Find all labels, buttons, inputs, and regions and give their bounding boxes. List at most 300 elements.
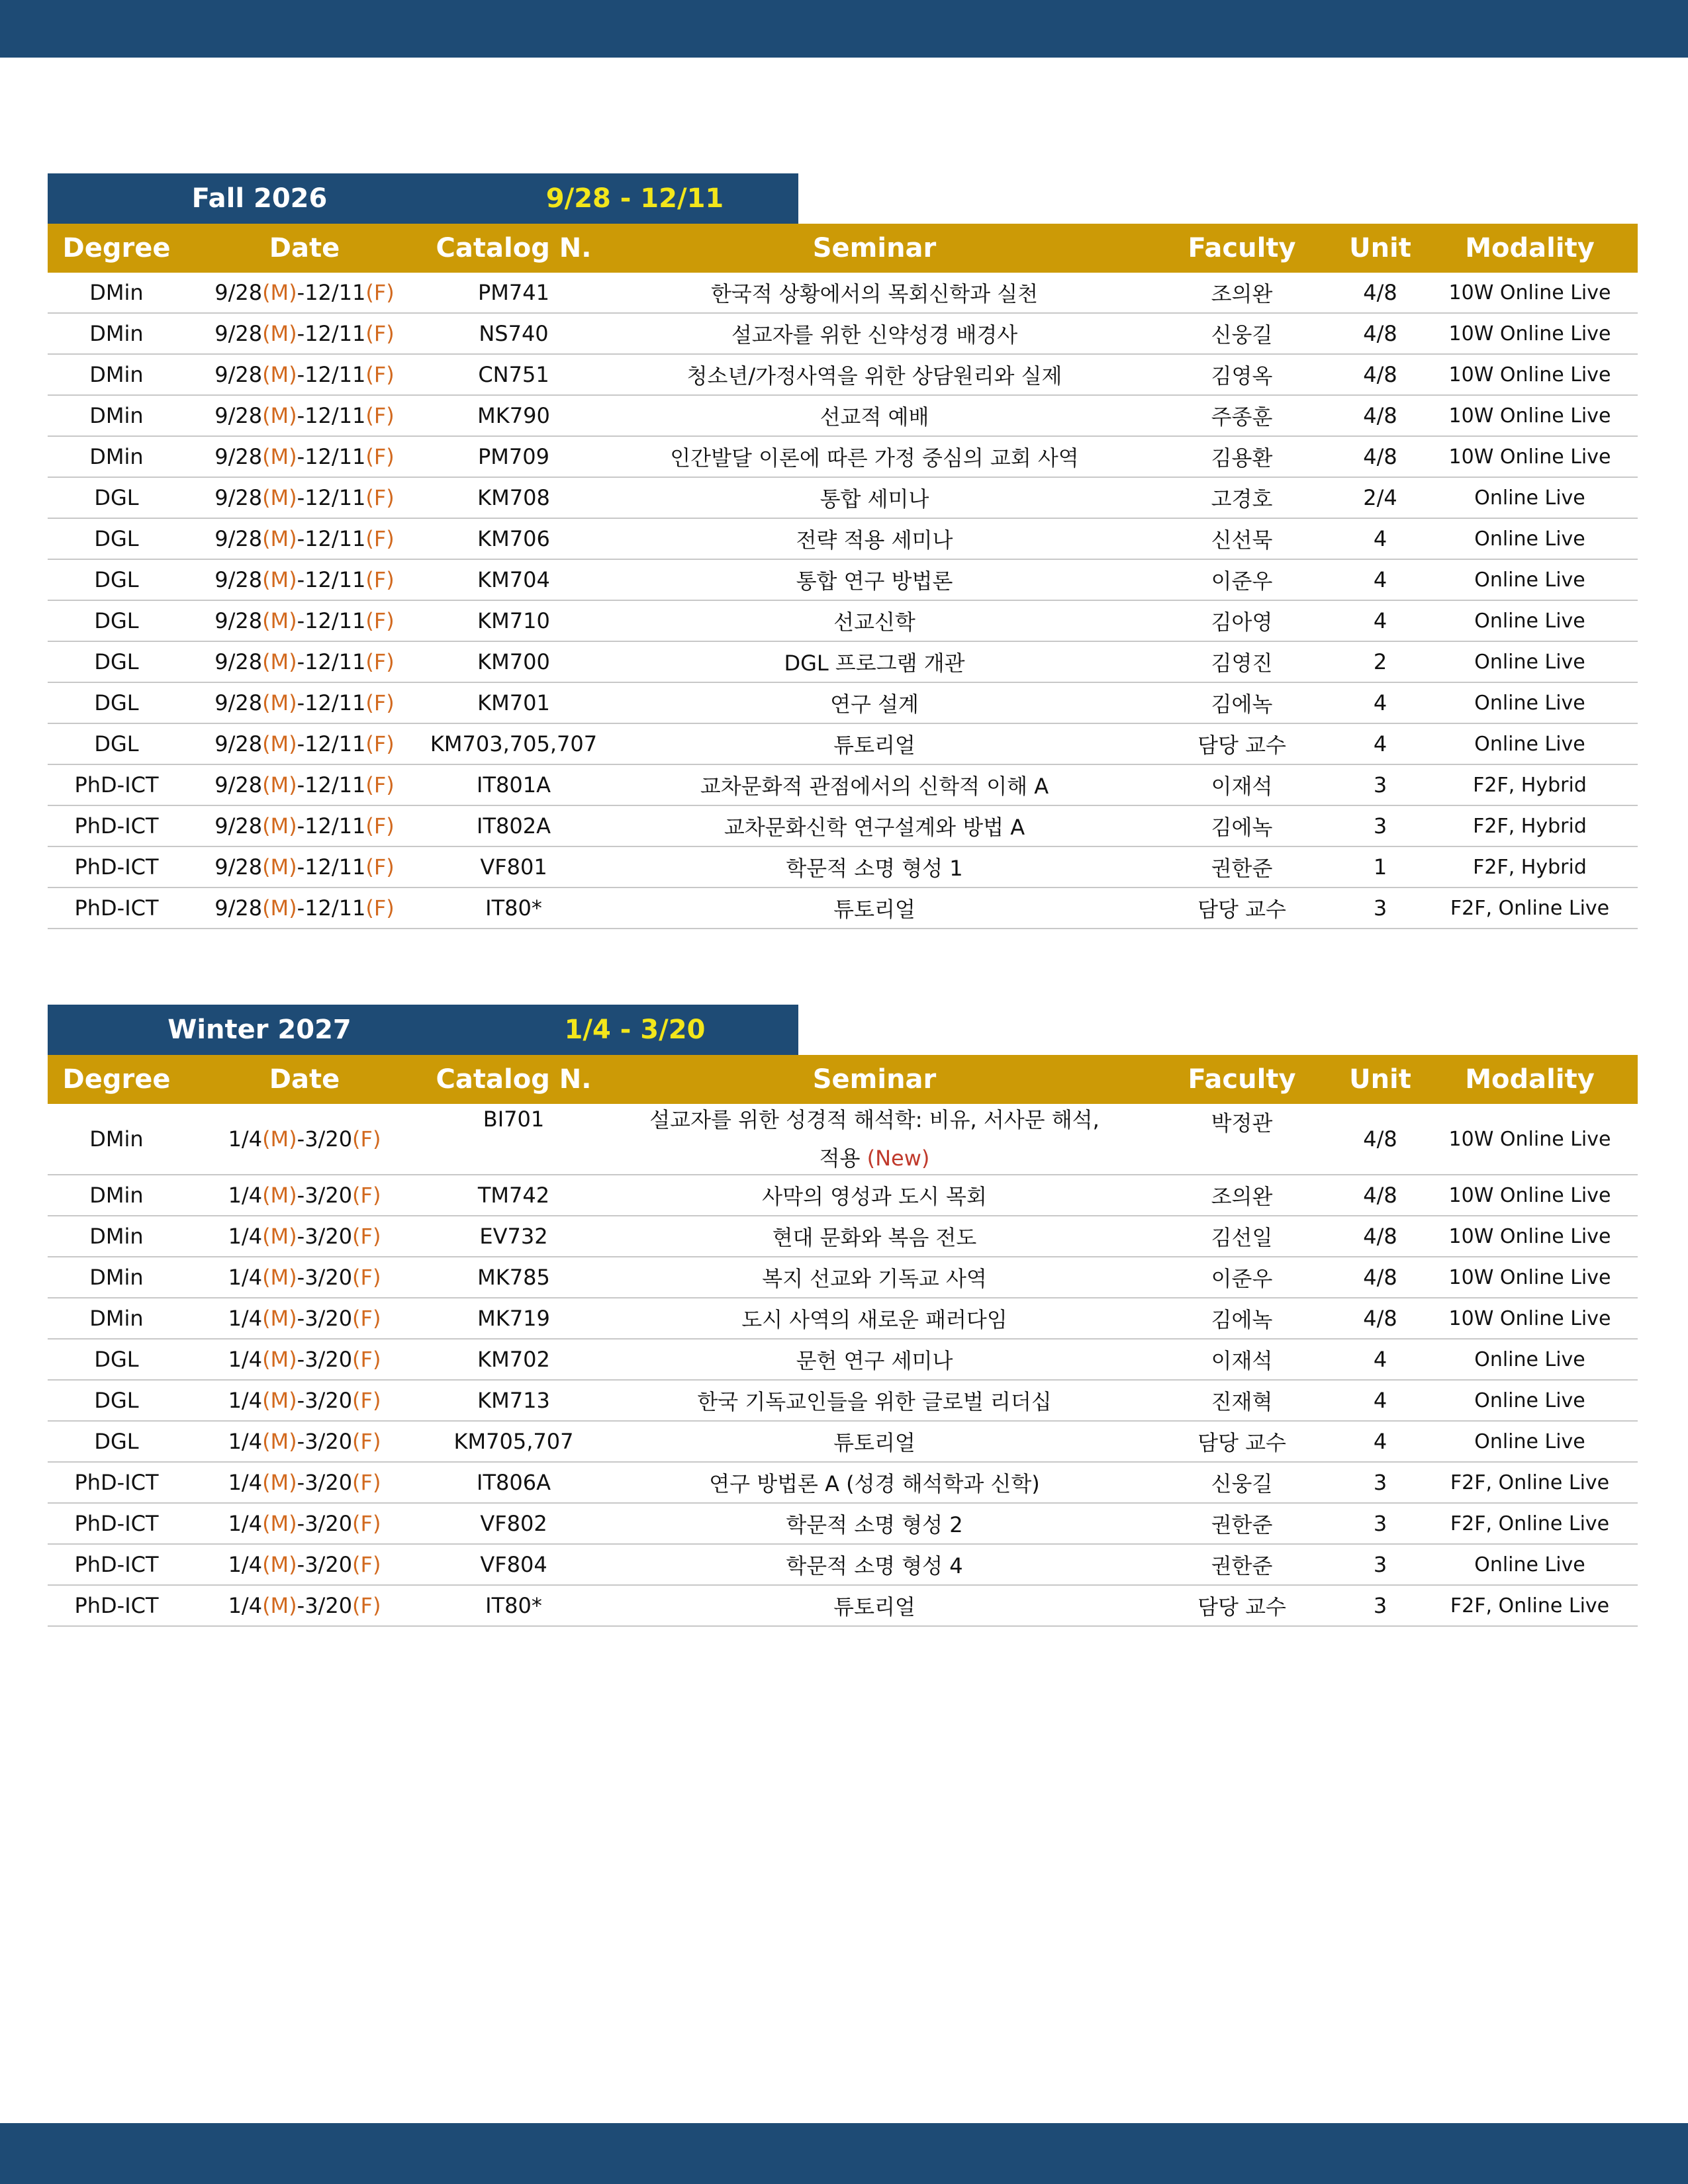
seminar-line-1: 설교자를 위한 성경적 해석학: 비유, 서사문 해석,	[649, 1107, 1100, 1132]
date-end-day: (F)	[352, 1126, 381, 1152]
date-end-day: (F)	[365, 526, 395, 551]
table-row	[48, 560, 1638, 601]
unit-cell: 2/4	[1363, 485, 1397, 510]
date-start: 1/4	[228, 1593, 263, 1618]
catalog-cell: IT80*	[485, 1593, 542, 1618]
catalog-cell: KM702	[477, 1347, 550, 1372]
catalog-cell: IT801A	[477, 772, 551, 797]
seminar-line-2	[820, 1139, 930, 1177]
date-cell	[185, 273, 424, 312]
date-end: -3/20	[297, 1306, 353, 1331]
date-end-day: (F)	[365, 567, 395, 592]
date-start-day: (M)	[262, 649, 297, 674]
degree-cell: DGL	[94, 1347, 139, 1372]
catalog-cell: TM742	[477, 1183, 550, 1208]
modality-cell: 10W Online Live	[1448, 281, 1611, 304]
date-cell	[185, 519, 424, 559]
modality-cell: 10W Online Live	[1448, 1224, 1611, 1248]
date-start: 1/4	[228, 1511, 263, 1536]
modality-cell: Online Live	[1474, 486, 1585, 510]
date-start-day: (M)	[262, 444, 297, 469]
faculty-cell: 권한준	[1211, 856, 1273, 881]
date-cell	[185, 765, 424, 805]
date-end-day: (F)	[365, 895, 395, 921]
seminar-cell: 튜토리얼	[833, 1594, 915, 1619]
date-end: -12/11	[297, 690, 366, 715]
date-cell	[185, 1175, 424, 1215]
faculty-cell: 박정관	[1211, 1111, 1273, 1136]
catalog-cell: MK785	[477, 1265, 550, 1290]
fall-term-dates: 9/28 - 12/11	[545, 183, 724, 214]
date-end-day: (F)	[352, 1552, 381, 1577]
seminar-cell: 한국 기독교인들을 위한 글로벌 리더십	[697, 1389, 1052, 1414]
unit-cell: 4/8	[1363, 1224, 1397, 1249]
date-end-day: (F)	[365, 854, 395, 880]
date-cell	[185, 1298, 424, 1338]
table-row	[48, 1104, 1638, 1175]
date-end-day: (F)	[365, 608, 395, 633]
date-end: -12/11	[297, 362, 366, 387]
unit-cell: 3	[1373, 895, 1387, 921]
column-degree: Degree	[62, 1064, 171, 1095]
faculty-cell: 김영옥	[1211, 363, 1273, 388]
date-start-day: (M)	[262, 1470, 297, 1495]
modality-cell: 10W Online Live	[1448, 1127, 1611, 1151]
date-end-day: (F)	[365, 813, 395, 839]
modality-cell: Online Live	[1474, 691, 1585, 715]
modality-cell: 10W Online Live	[1448, 404, 1611, 428]
seminar-cell: 사막의 영성과 도시 목회	[762, 1184, 987, 1209]
date-cell	[185, 560, 424, 600]
modality-cell: F2F, Online Live	[1450, 1471, 1610, 1494]
date-end-day: (F)	[352, 1306, 381, 1331]
date-start: 1/4	[228, 1347, 263, 1372]
seminar-cell: 문헌 연구 세미나	[796, 1348, 953, 1373]
unit-cell: 3	[1373, 1593, 1387, 1618]
modality-cell: Online Live	[1474, 650, 1585, 674]
seminar-cell: 현대 문화와 복음 전도	[772, 1225, 977, 1250]
column-modality: Modality	[1465, 1064, 1595, 1095]
table-row	[48, 1422, 1638, 1463]
degree-cell: DGL	[94, 731, 139, 756]
catalog-cell: KM705,707	[453, 1429, 574, 1454]
date-cell	[185, 1463, 424, 1502]
catalog-cell: BI701	[483, 1107, 545, 1132]
unit-cell: 2	[1373, 649, 1387, 674]
table-row	[48, 1381, 1638, 1422]
date-cell	[185, 314, 424, 353]
date-start-day: (M)	[262, 608, 297, 633]
date-end: -12/11	[297, 321, 366, 346]
table-row	[48, 478, 1638, 519]
degree-cell: DMin	[89, 1224, 144, 1249]
catalog-cell: EV732	[479, 1224, 548, 1249]
faculty-cell: 고경호	[1211, 486, 1273, 512]
date-start-day: (M)	[262, 280, 297, 305]
table-row	[48, 273, 1638, 314]
date-cell	[185, 601, 424, 641]
column-date: Date	[269, 1064, 340, 1095]
faculty-cell: 담당 교수	[1197, 1594, 1286, 1619]
date-start: 1/4	[228, 1265, 263, 1290]
date-end: -3/20	[297, 1224, 353, 1249]
date-start: 9/28	[214, 772, 263, 797]
catalog-cell: VF801	[480, 854, 547, 880]
catalog-cell: NS740	[479, 321, 549, 346]
date-start: 9/28	[214, 362, 263, 387]
table-row	[48, 601, 1638, 642]
date-start-day: (M)	[262, 485, 297, 510]
date-start: 1/4	[228, 1306, 263, 1331]
date-cell	[185, 1216, 424, 1256]
date-end: -12/11	[297, 608, 366, 633]
modality-cell: F2F, Hybrid	[1473, 814, 1587, 838]
date-end-day: (F)	[365, 444, 395, 469]
faculty-cell: 신선묵	[1211, 527, 1273, 553]
date-start-day: (M)	[262, 813, 297, 839]
date-end-day: (F)	[365, 403, 395, 428]
faculty-cell: 진재혁	[1211, 1389, 1273, 1414]
date-start-day: (M)	[262, 854, 297, 880]
date-start: 9/28	[214, 731, 263, 756]
faculty-cell: 김아영	[1211, 610, 1273, 635]
date-cell	[185, 355, 424, 394]
date-cell	[185, 396, 424, 435]
table-row	[48, 1504, 1638, 1545]
degree-cell: PhD-ICT	[74, 772, 159, 797]
modality-cell: Online Live	[1474, 1430, 1585, 1453]
faculty-cell: 김에녹	[1211, 692, 1273, 717]
catalog-cell: MK719	[477, 1306, 550, 1331]
degree-cell: PhD-ICT	[74, 1552, 159, 1577]
date-start-day: (M)	[262, 731, 297, 756]
unit-cell: 4	[1373, 690, 1387, 715]
seminar-cell: 한국적 상황에서의 목회신학과 실천	[710, 281, 1039, 306]
date-end-day: (F)	[352, 1265, 381, 1290]
date-start: 1/4	[228, 1552, 263, 1577]
degree-cell: DMin	[89, 280, 144, 305]
date-end-day: (F)	[352, 1429, 381, 1454]
date-end-day: (F)	[365, 690, 395, 715]
date-start-day: (M)	[262, 362, 297, 387]
date-start: 1/4	[228, 1429, 263, 1454]
seminar-cell: DGL 프로그램 개관	[784, 651, 965, 676]
date-start-day: (M)	[262, 1347, 297, 1372]
date-end-day: (F)	[352, 1388, 381, 1413]
faculty-cell: 조의완	[1211, 1184, 1273, 1209]
unit-cell: 4/8	[1363, 444, 1397, 469]
winter-column-header	[48, 1055, 1638, 1104]
seminar-cell: 도시 사역의 새로운 패러다임	[741, 1307, 1008, 1332]
seminar-cell: 인간발달 이론에 따른 가정 중심의 교회 사역	[670, 445, 1079, 471]
degree-cell: PhD-ICT	[74, 895, 159, 921]
degree-cell: DGL	[94, 485, 139, 510]
table-row	[48, 683, 1638, 724]
date-start: 9/28	[214, 280, 263, 305]
faculty-cell: 김영진	[1211, 651, 1273, 676]
faculty-cell: 담당 교수	[1197, 1430, 1286, 1455]
date-end-day: (F)	[352, 1470, 381, 1495]
table-row	[48, 806, 1638, 847]
catalog-cell: MK790	[477, 403, 550, 428]
winter-term-name: Winter 2027	[167, 1015, 352, 1045]
catalog-cell: IT80*	[485, 895, 542, 921]
degree-cell: PhD-ICT	[74, 1470, 159, 1495]
date-end-day: (F)	[352, 1347, 381, 1372]
date-start: 1/4	[228, 1183, 263, 1208]
date-cell	[185, 478, 424, 518]
seminar-cell: 교차문화적 관점에서의 신학적 이해 A	[700, 774, 1049, 799]
seminar-cell: 복지 선교와 기독교 사역	[762, 1266, 987, 1291]
date-start: 1/4	[228, 1224, 263, 1249]
date-end-day: (F)	[365, 280, 395, 305]
date-start: 9/28	[214, 690, 263, 715]
fall-course-table	[48, 273, 1638, 929]
date-end-day: (F)	[365, 362, 395, 387]
column-seminar: Seminar	[812, 1064, 937, 1095]
column-catalog: Catalog N.	[436, 1064, 592, 1095]
fall-term-name: Fall 2026	[191, 183, 328, 214]
degree-cell: DMin	[89, 1126, 144, 1152]
date-end-day: (F)	[365, 772, 395, 797]
table-row	[48, 1340, 1638, 1381]
faculty-cell: 조의완	[1211, 281, 1273, 306]
date-cell	[185, 847, 424, 887]
modality-cell: 10W Online Live	[1448, 363, 1611, 387]
unit-cell: 3	[1373, 772, 1387, 797]
date-end: -3/20	[297, 1470, 353, 1495]
date-end-day: (F)	[352, 1224, 381, 1249]
date-end-day: (F)	[352, 1183, 381, 1208]
unit-cell: 4	[1373, 1388, 1387, 1413]
catalog-cell: PM709	[478, 444, 549, 469]
unit-cell: 4/8	[1363, 1265, 1397, 1290]
unit-cell: 4	[1373, 1347, 1387, 1372]
catalog-cell: KM713	[477, 1388, 550, 1413]
modality-cell: Online Live	[1474, 568, 1585, 592]
catalog-cell: VF802	[480, 1511, 547, 1536]
column-modality: Modality	[1465, 233, 1595, 263]
unit-cell: 4/8	[1363, 362, 1397, 387]
table-row	[48, 1216, 1638, 1257]
date-end-day: (F)	[365, 649, 395, 674]
faculty-cell: 신웅길	[1211, 322, 1273, 347]
modality-cell: Online Live	[1474, 1388, 1585, 1412]
column-unit: Unit	[1349, 233, 1411, 263]
degree-cell: DGL	[94, 690, 139, 715]
date-cell	[185, 1586, 424, 1625]
seminar-cell: 학문적 소명 형성 1	[786, 856, 963, 881]
unit-cell: 3	[1373, 1511, 1387, 1536]
faculty-cell: 이재석	[1211, 1348, 1273, 1373]
unit-cell: 4/8	[1363, 321, 1397, 346]
date-start-day: (M)	[262, 690, 297, 715]
date-cell	[185, 1504, 424, 1543]
modality-cell: F2F, Hybrid	[1473, 773, 1587, 797]
faculty-cell: 김선일	[1211, 1225, 1273, 1250]
degree-cell: DGL	[94, 567, 139, 592]
date-start: 9/28	[214, 813, 263, 839]
seminar-cell: 학문적 소명 형성 4	[786, 1553, 963, 1578]
date-end: -3/20	[297, 1265, 353, 1290]
faculty-cell: 권한준	[1211, 1553, 1273, 1578]
date-end: -12/11	[297, 772, 366, 797]
degree-cell: DMin	[89, 403, 144, 428]
seminar-cell: 선교신학	[833, 610, 915, 635]
date-start: 9/28	[214, 444, 263, 469]
winter-term-section	[48, 1005, 1638, 1627]
date-end: -12/11	[297, 403, 366, 428]
date-cell	[185, 1257, 424, 1297]
column-degree: Degree	[62, 233, 171, 263]
date-end: -3/20	[297, 1388, 353, 1413]
date-cell	[185, 1381, 424, 1420]
table-row	[48, 724, 1638, 765]
unit-cell: 4	[1373, 731, 1387, 756]
table-row	[48, 437, 1638, 478]
unit-cell: 4/8	[1363, 1126, 1397, 1152]
modality-cell: F2F, Hybrid	[1473, 855, 1587, 879]
degree-cell: DMin	[89, 1306, 144, 1331]
column-seminar: Seminar	[812, 233, 937, 263]
degree-cell: PhD-ICT	[74, 1511, 159, 1536]
date-cell	[185, 1104, 424, 1174]
seminar-cell: 통합 세미나	[820, 486, 929, 512]
modality-cell: F2F, Online Live	[1450, 896, 1610, 920]
top-band	[0, 0, 1688, 58]
date-start-day: (M)	[262, 1552, 297, 1577]
degree-cell: DGL	[94, 649, 139, 674]
date-end: -3/20	[297, 1183, 353, 1208]
date-start-day: (M)	[262, 772, 297, 797]
date-end: -12/11	[297, 731, 366, 756]
winter-term-header	[48, 1005, 798, 1055]
date-end-day: (F)	[352, 1511, 381, 1536]
date-cell	[185, 724, 424, 764]
date-end-day: (F)	[352, 1593, 381, 1618]
fall-term-header	[48, 173, 798, 224]
faculty-cell: 주종훈	[1211, 404, 1273, 430]
faculty-cell: 김에녹	[1211, 815, 1273, 840]
faculty-cell: 신웅길	[1211, 1471, 1273, 1496]
modality-cell: F2F, Online Live	[1450, 1512, 1610, 1535]
seminar-cell: 청소년/가정사역을 위한 상담원리와 실제	[686, 363, 1062, 388]
date-start: 9/28	[214, 567, 263, 592]
date-end: -3/20	[297, 1511, 353, 1536]
degree-cell: PhD-ICT	[74, 1593, 159, 1618]
catalog-cell: KM700	[477, 649, 550, 674]
faculty-cell: 이준우	[1211, 1266, 1273, 1291]
catalog-cell: VF804	[480, 1552, 547, 1577]
date-start-day: (M)	[262, 895, 297, 921]
date-start-day: (M)	[262, 1593, 297, 1618]
fall-column-header	[48, 224, 1638, 273]
date-start: 9/28	[214, 649, 263, 674]
table-row	[48, 1257, 1638, 1298]
column-unit: Unit	[1349, 1064, 1411, 1095]
table-row	[48, 519, 1638, 560]
degree-cell: DMin	[89, 321, 144, 346]
table-row	[48, 888, 1638, 929]
date-start-day: (M)	[262, 1306, 297, 1331]
catalog-cell: KM704	[477, 567, 550, 592]
table-row	[48, 847, 1638, 888]
modality-cell: Online Live	[1474, 732, 1585, 756]
bottom-band	[0, 2123, 1688, 2184]
seminar-cell: 통합 연구 방법론	[796, 569, 953, 594]
date-start: 9/28	[214, 895, 263, 921]
catalog-cell: KM708	[477, 485, 550, 510]
column-faculty: Faculty	[1188, 233, 1296, 263]
date-cell	[185, 683, 424, 723]
date-end: -12/11	[297, 649, 366, 674]
unit-cell: 4/8	[1363, 1183, 1397, 1208]
date-end-day: (F)	[365, 321, 395, 346]
date-start: 9/28	[214, 403, 263, 428]
table-row	[48, 1586, 1638, 1627]
date-start-day: (M)	[262, 1265, 297, 1290]
catalog-cell: KM701	[477, 690, 550, 715]
catalog-cell: IT806A	[477, 1470, 551, 1495]
seminar-cell: 튜토리얼	[833, 733, 915, 758]
catalog-cell: KM710	[477, 608, 550, 633]
date-start: 9/28	[214, 608, 263, 633]
date-end: -3/20	[297, 1126, 353, 1152]
catalog-cell: CN751	[478, 362, 549, 387]
date-start-day: (M)	[262, 1224, 297, 1249]
degree-cell: DMin	[89, 444, 144, 469]
date-end: -12/11	[297, 485, 366, 510]
catalog-cell: KM703,705,707	[430, 731, 598, 756]
table-row	[48, 355, 1638, 396]
date-cell	[185, 888, 424, 928]
unit-cell: 4/8	[1363, 403, 1397, 428]
table-row	[48, 1463, 1638, 1504]
faculty-cell: 김에녹	[1211, 1307, 1273, 1332]
unit-cell: 4	[1373, 608, 1387, 633]
date-start: 9/28	[214, 485, 263, 510]
date-cell	[185, 642, 424, 682]
date-end: -12/11	[297, 813, 366, 839]
date-end: -12/11	[297, 567, 366, 592]
date-cell	[185, 1545, 424, 1584]
date-start-day: (M)	[262, 526, 297, 551]
column-catalog: Catalog N.	[436, 233, 592, 263]
seminar-cell: 교차문화신학 연구설계와 방법 A	[724, 815, 1025, 840]
date-cell	[185, 437, 424, 477]
date-end: -12/11	[297, 854, 366, 880]
table-row	[48, 1298, 1638, 1340]
date-cell	[185, 806, 424, 846]
unit-cell: 4/8	[1363, 1306, 1397, 1331]
unit-cell: 3	[1373, 1470, 1387, 1495]
date-cell	[185, 1340, 424, 1379]
seminar-cell: 전략 적용 세미나	[796, 527, 953, 553]
winter-course-rows	[48, 1175, 1638, 1627]
modality-cell: Online Live	[1474, 609, 1585, 633]
date-start-day: (M)	[262, 1511, 297, 1536]
unit-cell: 4	[1373, 1429, 1387, 1454]
unit-cell: 1	[1373, 854, 1387, 880]
date-start-day: (M)	[262, 1126, 297, 1152]
seminar-cell: 연구 방법론 A (성경 해석학과 신학)	[709, 1471, 1040, 1496]
modality-cell: 10W Online Live	[1448, 1183, 1611, 1207]
catalog-cell: IT802A	[477, 813, 551, 839]
degree-cell: PhD-ICT	[74, 854, 159, 880]
date-start-day: (M)	[262, 1429, 297, 1454]
unit-cell: 4	[1373, 526, 1387, 551]
winter-course-table	[48, 1104, 1638, 1627]
